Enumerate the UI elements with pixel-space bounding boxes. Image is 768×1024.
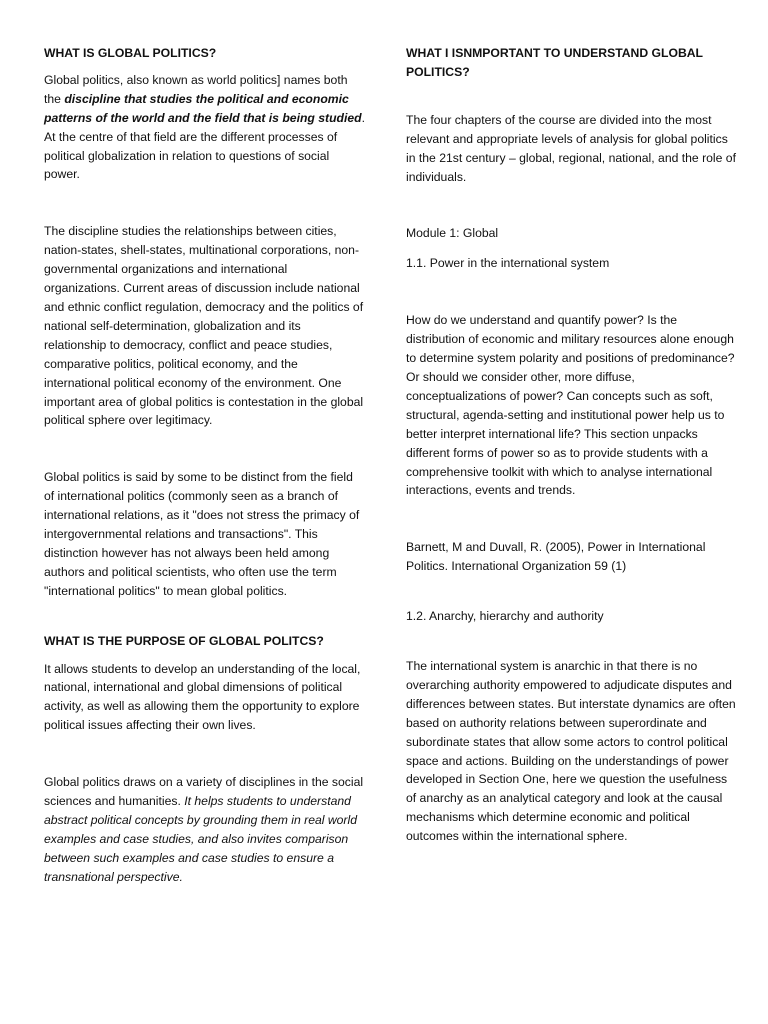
right-column xyxy=(406,44,736,846)
heading-section-1-2: 1.2. Anarchy, hierarchy and authority xyxy=(406,609,604,624)
paragraph-distinct-field: Global politics is said by some to be distinct from the field of international politics (commonly seen as a branch of international relations, as it "does not stress the primacy of intergovernmental relations and transactions". This distinction however has not always been held among authors and political scientists, who often use the term "international politics" to mean global politics. xyxy=(44,470,360,598)
disciplines-text-italic: It helps students to understand abstract political concepts by grounding them in real world examples and case studies, and also invites comparison between such examples and case studies to ensure a transnational perspective. xyxy=(44,794,357,884)
paragraph-four-chapters: The four chapters of the course are divided into the most relevant and appropriate levels of analysis for global politics in the 21st century – global, regional, national, and the role of individuals. xyxy=(406,112,736,184)
paragraph-power: How do we understand and quantify power? Is the distribution of economic and military resources alone enough to determine system polarity and positions of predominance? Or should we consider other, more diffuse, conceptualizations of power? Can concepts such as soft, structural, agenda-setting and institutional power help us to better interpret international life? This section unpacks different forms of power so as to provide students with a comprehensive toolkit with which to analyse international interactions, events and trends. xyxy=(406,313,735,498)
heading-what-is-global-politics: WHAT IS GLOBAL POLITICS? xyxy=(44,46,217,60)
paragraph-anarchy: The international system is anarchic in that there is no overarching authority empowered to adjudicate disputes and differences between states. But interstate dynamics are often based on authority relations between superordinate and subordinate states that allow some actors to control political space and actions. Building on the understandings of power developed in Section One, here we question the usefulness of anarchy as an analytical category and look at the causal mechanisms which determine economic and political outcomes within the international sphere. xyxy=(406,659,736,844)
heading-purpose-of-global-politics: WHAT IS THE PURPOSE OF GLOBAL POLITCS? xyxy=(44,633,324,648)
paragraph-disciplines xyxy=(44,773,366,886)
left-column xyxy=(44,44,366,887)
paragraph-purpose: It allows students to develop an understanding of the local, national, international and global dimensions of political activity, as well as allowing them the opportunity to explore political issues affecting their own lives. xyxy=(44,661,361,733)
heading-section-1-1: 1.1. Power in the international system xyxy=(406,256,610,271)
heading-module-1: Module 1: Global xyxy=(406,226,499,241)
heading-what-is-important: WHAT I ISNMPORTANT TO UNDERSTAND GLOBAL POLITICS? xyxy=(406,46,703,79)
definition-text-a: Global politics, also known as world politics] names both the xyxy=(44,72,348,106)
definition-text-emphasis: discipline that studies the political and economic patterns of the world and the field that is being studied xyxy=(44,91,362,125)
paragraph-discipline-studies: The discipline studies the relationships between cities, nation-states, shell-states, multinational corporations, non-governmental organizations and international organizations. Current areas of discussion include national and ethnic conflict regulation, democracy and the politics of national self-determination, globalization and its relationship to democracy, conflict and peace studies, comparative politics, political economy, and the international political economy of the environment. One important area of global politics is contestation in the global political sphere over legitimacy. xyxy=(44,224,364,428)
disciplines-text-a: Global politics draws on a variety of disciplines in the social sciences and humanities. xyxy=(44,775,364,809)
definition-text-c: . At the centre of that field are the different processes of political globalization in relation to questions of social power. xyxy=(44,110,365,182)
paragraph-definition xyxy=(44,71,366,184)
reference-barnett-duvall: Barnett, M and Duvall, R. (2005), Power in International Politics. International Organization 59 (1) xyxy=(406,540,706,574)
